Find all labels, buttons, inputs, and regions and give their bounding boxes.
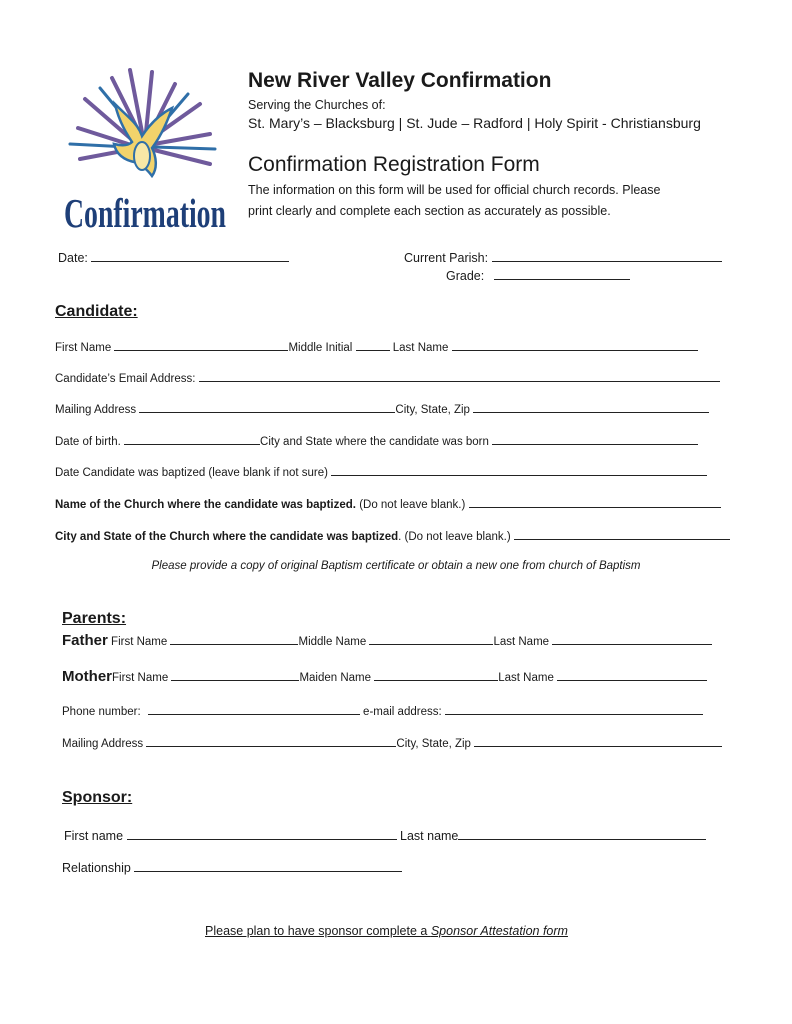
- baptized-date-label: Date Candidate was baptized (leave blank if not sure): [55, 467, 328, 479]
- baptism-city-field[interactable]: [514, 528, 730, 540]
- candidate-email-row: [55, 370, 720, 385]
- grade-label: Grade:: [446, 269, 485, 283]
- candidate-name-row: [55, 339, 698, 354]
- mother-first-name-field[interactable]: [171, 669, 299, 681]
- middle-initial-label: Middle Initial: [288, 342, 353, 354]
- baptism-church-field[interactable]: [469, 496, 721, 508]
- last-name-label: Last Name: [392, 342, 449, 354]
- candidate-birth-place-field[interactable]: [492, 433, 698, 445]
- sponsor-note: [205, 924, 568, 938]
- dob-label: Date of birth.: [55, 436, 121, 448]
- grade-row: [446, 268, 630, 283]
- sponsor-last-name-field[interactable]: [458, 828, 706, 840]
- candidate-city-field[interactable]: [473, 401, 709, 413]
- mother-last-name-label: Last Name: [498, 672, 554, 684]
- baptism-church-row: [55, 496, 721, 511]
- sponsor-first-name-label: First name: [64, 829, 124, 843]
- father-label: Father: [62, 632, 108, 649]
- baptized-date-row: [55, 464, 707, 479]
- sponsor-last-name-label: Last name: [400, 829, 459, 843]
- mailing-address-label: Mailing Address: [55, 404, 137, 416]
- candidate-address-row: [55, 401, 709, 416]
- candidate-address-field[interactable]: [139, 401, 395, 413]
- candidate-email-field[interactable]: [199, 370, 720, 382]
- baptism-city-note: . (Do not leave blank.): [398, 531, 511, 543]
- parents-heading: Parents:: [62, 610, 127, 627]
- father-row: [62, 632, 712, 649]
- email-label: Candidate’s Email Address:: [55, 373, 196, 385]
- parent-address-row: [62, 735, 722, 750]
- parent-address-label: Mailing Address: [62, 738, 144, 750]
- mother-first-name-label: First Name: [112, 672, 169, 684]
- baptism-city-row: [55, 528, 730, 543]
- candidate-first-name-field[interactable]: [114, 339, 288, 351]
- sponsor-relationship-row: [62, 860, 402, 875]
- intro-line-2: print clearly and complete each section as accurately as possible.: [248, 204, 611, 218]
- father-middle-name-label: Middle Name: [298, 636, 367, 648]
- parish-row: [404, 250, 722, 265]
- org-title: New River Valley Confirmation: [248, 69, 552, 92]
- sponsor-attestation-form-text: Sponsor Attestation form: [430, 924, 568, 938]
- sponsor-first-name-field[interactable]: [127, 828, 397, 840]
- intro-line-1: The information on this form will be used for official church records. Please: [248, 183, 661, 197]
- father-last-name-label: Last Name: [493, 636, 550, 648]
- mother-maiden-name-field[interactable]: [374, 669, 498, 681]
- date-label: Date:: [58, 251, 88, 265]
- father-first-name-label: First Name: [111, 636, 168, 648]
- parish-field[interactable]: [492, 250, 722, 262]
- form-title: Confirmation Registration Form: [248, 153, 540, 176]
- mother-label: Mother: [62, 668, 112, 685]
- parish-label: Current Parish:: [404, 251, 489, 265]
- city-state-zip-label: City, State, Zip: [395, 404, 470, 416]
- parent-city-field[interactable]: [474, 735, 722, 747]
- date-row: [58, 250, 289, 265]
- baptism-church-note: (Do not leave blank.): [359, 499, 466, 511]
- father-last-name-field[interactable]: [552, 633, 712, 645]
- parent-phone-row: [62, 703, 703, 718]
- confirmation-logo: [60, 64, 230, 239]
- father-first-name-field[interactable]: [170, 633, 298, 645]
- mother-maiden-name-label: Maiden Name: [299, 672, 372, 684]
- sponsor-relationship-field[interactable]: [134, 860, 402, 872]
- parent-email-label: e-mail address:: [363, 706, 442, 718]
- candidate-middle-initial-field[interactable]: [356, 339, 390, 351]
- sponsor-heading: Sponsor:: [62, 789, 133, 806]
- birth-place-label: City and State where the candidate was born: [260, 436, 489, 448]
- relationship-label: Relationship: [62, 861, 131, 875]
- mother-last-name-field[interactable]: [557, 669, 707, 681]
- father-middle-name-field[interactable]: [369, 633, 493, 645]
- candidate-dob-row: [55, 433, 698, 448]
- mother-row: [62, 668, 707, 685]
- candidate-heading: Candidate:: [55, 303, 138, 320]
- baptism-notice: Please provide a copy of original Baptism certificate or obtain a new one from church of Baptism: [151, 560, 641, 572]
- parent-email-field[interactable]: [445, 703, 703, 715]
- parent-address-field[interactable]: [146, 735, 396, 747]
- phone-label: Phone number:: [62, 706, 141, 718]
- logo-text: Confirmation: [64, 190, 227, 236]
- candidate-last-name-field[interactable]: [452, 339, 698, 351]
- baptized-date-field[interactable]: [331, 464, 707, 476]
- parent-city-label: City, State, Zip: [396, 738, 471, 750]
- serving-label: Serving the Churches of:: [248, 98, 386, 112]
- date-field[interactable]: [91, 250, 289, 262]
- churches-list: St. Mary’s – Blacksburg | St. Jude – Radford | Holy Spirit - Christiansburg: [248, 115, 701, 131]
- sponsor-note-text: Please plan to have sponsor complete a: [205, 924, 431, 938]
- baptism-city-label: City and State of the Church where the candidate was baptized: [55, 531, 399, 543]
- grade-field[interactable]: [494, 268, 630, 280]
- sponsor-name-row: [64, 828, 706, 843]
- candidate-dob-field[interactable]: [124, 433, 260, 445]
- baptism-church-label: Name of the Church where the candidate was baptized.: [55, 499, 356, 511]
- first-name-label: First Name: [55, 342, 112, 354]
- parent-phone-field[interactable]: [148, 703, 360, 715]
